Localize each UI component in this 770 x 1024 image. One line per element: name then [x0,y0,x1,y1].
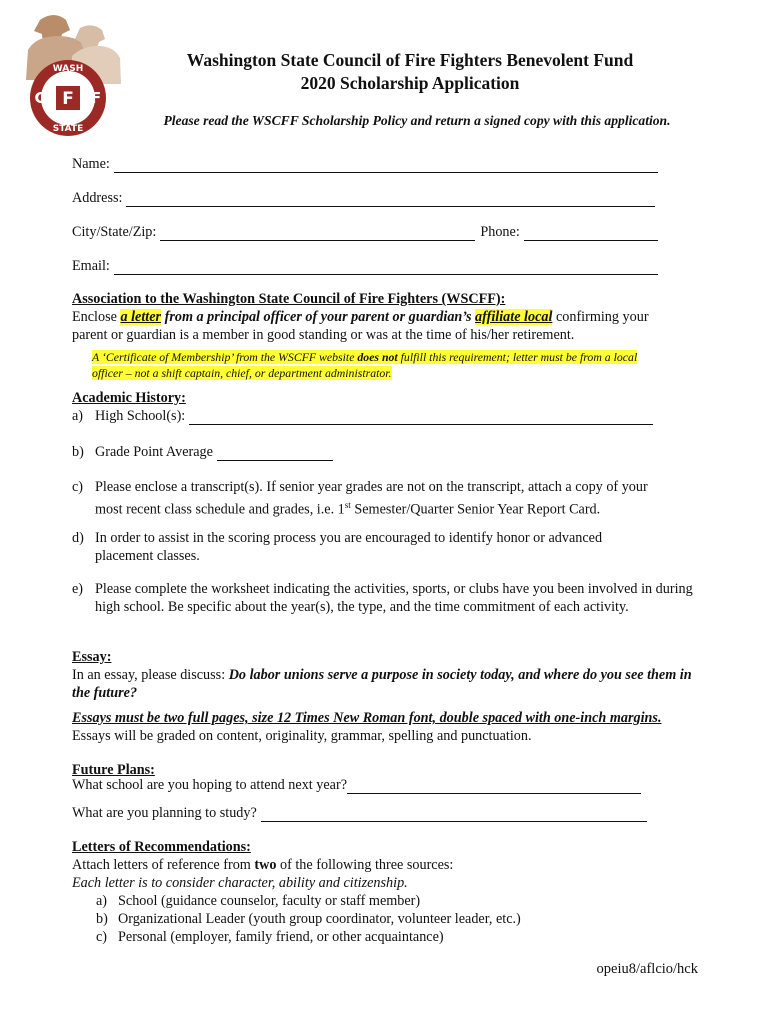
academic-item-c: c) Please enclose a transcript(s). If senior year grades are not on the transcript, attach a copy of your most recent class schedule and grades, i.e. 1st Semester/Quarter Senior Year Report Card. [72,479,648,518]
essay-requirements: Essays must be two full pages, size 12 Times New Roman font, double spaced with one-inch margins. Essays will be graded on content, originality, grammar, spelling and punctuation. [72,710,662,744]
footer-code: opeiu8/aflcio/hck [596,961,698,977]
svg-text:STATE: STATE [52,124,84,134]
association-line1: Enclose a letter from a principal officer of your parent or guardian’s affiliate local confirming your [72,309,649,325]
study-field[interactable] [261,807,647,822]
gpa-field[interactable] [217,446,333,461]
association-line2: parent or guardian is a member in good standing or was at the time of his/her retirement. [72,327,575,343]
instruction-text: Please read the WSCFF Scholarship Policy and return a signed copy with this application. [163,113,671,128]
essay-question: In an essay, please discuss: Do labor unions serve a purpose in society today, and where do you see them in the future? [72,667,692,701]
svg-text:WASH: WASH [52,64,84,74]
academic-item-d: d) In order to assist in the scoring process you are encouraged to identify honor or advanced placement classes. [72,530,603,564]
name-label: Name: [72,156,110,172]
letters-item: a) School (guidance counselor, faculty or staff member) [96,893,421,909]
future-q2-row: What are you planning to study? [72,805,647,822]
letters-line2: Each letter is to consider character, ability and citizenship. [72,875,408,891]
academic-heading: Academic History: [72,390,186,406]
academic-item-a: a) High School(s): [72,407,702,425]
association-heading: Association to the Washington State Council of Fire Fighters (WSCFF): [72,291,506,307]
phone-field[interactable] [524,226,658,241]
address-row [72,190,655,207]
association-note: A ‘Certificate of Membership’ from the WSCFF website does not fulfill this requirement; letter must be from a local officer – not a shift captain, chief, or department administrator. [92,350,638,380]
letters-heading: Letters of Recommendations: [72,839,251,855]
letters-item: c) Personal (employer, family friend, or other acquaintance) [96,929,444,945]
letters-item: b) Organizational Leader (youth group coordinator, volunteer leader, etc.) [96,911,521,927]
email-label: Email: [72,258,110,274]
phone-label: Phone: [480,224,520,240]
svg-text:C: C [34,89,46,107]
essay-section [72,648,702,702]
letters-line1: Attach letters of reference from two of the following three sources: [72,857,454,873]
school-field[interactable] [347,779,641,794]
city-row [72,224,658,241]
page-title: Washington State Council of Fire Fighters Benevolent Fund [186,50,634,70]
name-field[interactable] [114,158,658,173]
email-field[interactable] [114,260,658,275]
future-q1-row: What school are you hoping to attend next year? [72,777,641,794]
email-row [72,258,658,275]
wscff-logo [22,12,122,140]
academic-item-e: e) Please complete the worksheet indicating the activities, sports, or clubs have you been involved in during high school. Be specific about the year(s), the type, and the time commitment of each activity. [72,581,693,615]
letters-section [72,838,702,892]
association-section [72,290,702,344]
essay-heading: Essay: [72,649,112,665]
svg-text:F: F [90,89,102,107]
address-label: Address: [72,190,123,206]
address-field[interactable] [126,192,655,207]
academic-item-b: b) Grade Point Average [72,443,702,461]
city-label: City/State/Zip: [72,224,157,240]
svg-text:F: F [62,89,74,109]
name-row [72,156,658,173]
high-school-field[interactable] [189,410,653,425]
city-field[interactable] [160,226,475,241]
page-subtitle: 2020 Scholarship Application [300,73,520,93]
future-heading: Future Plans: [72,762,155,778]
